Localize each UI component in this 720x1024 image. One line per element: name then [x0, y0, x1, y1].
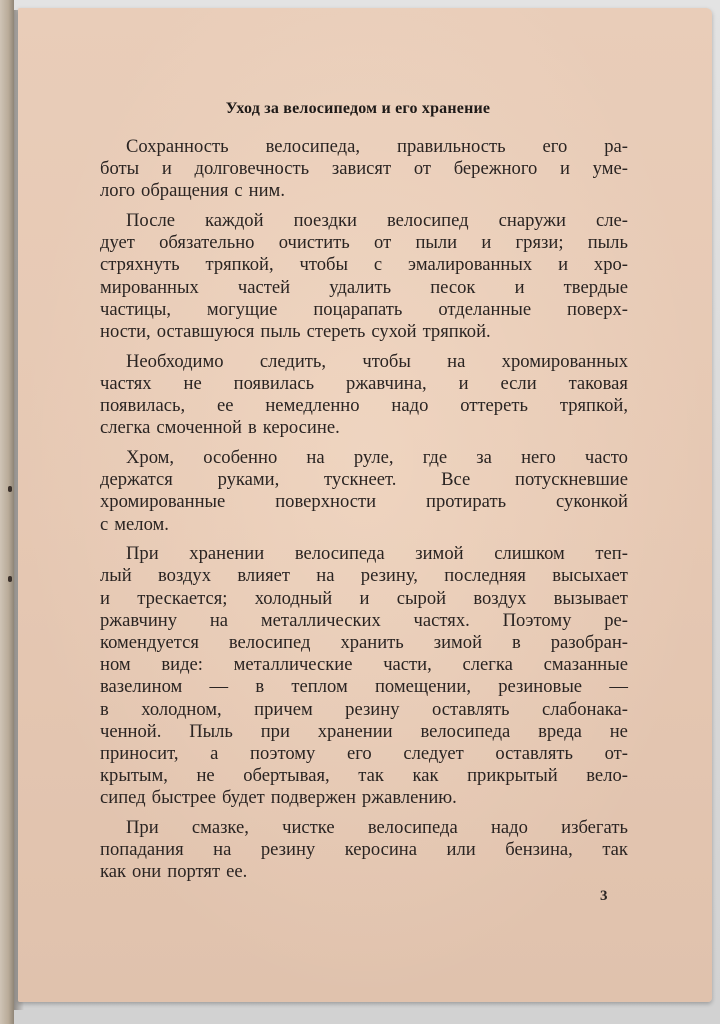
text-line: попадания на резину керосина или бензина, так	[100, 839, 628, 861]
text-line: дует обязательно очистить от пыли и грязи; пыль	[100, 232, 628, 254]
text-line: боты и долговечность зависят от бережного и уме-	[100, 158, 628, 180]
text-line: частицы, могущие поцарапать отделанные поверх-	[100, 298, 628, 320]
text-line: При смазке, чистке велосипеда надо избегать	[126, 816, 628, 838]
staple-hole	[8, 486, 12, 492]
staple-hole	[8, 576, 12, 582]
text-line: лого обращения с ним.	[100, 180, 285, 202]
text-line: ном виде: металлические части, слегка смазанные	[100, 654, 628, 676]
text-line: в холодном, причем резину оставлять слабонака-	[100, 698, 628, 720]
text-line: лый воздух влияет на резину, последняя высыхает	[100, 565, 628, 587]
text-line: Сохранность велосипеда, правильность его ра-	[126, 136, 628, 157]
text-line: приносит, а поэтому его следует оставлять от-	[100, 742, 628, 764]
page-heading: Уход за велосипедом и его хранение	[225, 100, 491, 117]
text-line: комендуется велосипед хранить зимой в разобран-	[100, 631, 628, 653]
text-line: После каждой поездки велосипед снаружи сле-	[126, 210, 628, 232]
text-line: ржавчину на металлических частях. Поэтому ре-	[100, 609, 628, 631]
text-line: держатся руками, тускнеет. Все потускневшие	[100, 469, 628, 491]
text-line: крытым, не обертывая, так как прикрытый вело-	[100, 765, 628, 787]
paragraph	[100, 817, 628, 884]
paragraph	[100, 351, 628, 440]
text-line: хромированные поверхности протирать суконкой	[100, 491, 628, 513]
body-text	[100, 136, 628, 891]
text-line: вазелином — в теплом помещении, резиновые —	[100, 676, 628, 698]
text-line: ченной. Пыль при хранении велосипеда вреда не	[100, 720, 628, 742]
text-line: как они портят ее.	[100, 861, 248, 883]
text-line: сипед быстрее будет подвержен ржавлению.	[100, 787, 457, 809]
text-line: При хранении велосипеда зимой слишком теп-	[126, 543, 628, 565]
booklet-page	[18, 8, 712, 1002]
text-line: частях не появилась ржавчина, и если таковая	[100, 372, 628, 394]
text-line: с мелом.	[100, 513, 169, 535]
text-line: Необходимо следить, чтобы на хромированных	[126, 350, 628, 372]
paragraph	[100, 136, 628, 203]
text-line: ности, оставшуюся пыль стереть сухой тряпкой.	[100, 321, 491, 342]
paragraph	[100, 543, 628, 809]
page-number: 3	[600, 888, 608, 904]
paragraph	[100, 447, 628, 536]
previous-page-edge	[0, 0, 14, 1024]
text-line: Хром, особенно на руле, где за него часто	[126, 446, 628, 468]
text-line: слегка смоченной в керосине.	[100, 417, 340, 439]
text-line: стряхнуть тряпкой, чтобы с эмалированных и хро-	[100, 254, 628, 276]
text-line: и трескается; холодный и сырой воздух вызывает	[100, 587, 628, 609]
text-line: мированных частей удалить песок и твердые	[100, 276, 628, 298]
paragraph	[100, 210, 628, 343]
text-line: появилась, ее немедленно надо оттереть тряпкой,	[100, 395, 628, 417]
